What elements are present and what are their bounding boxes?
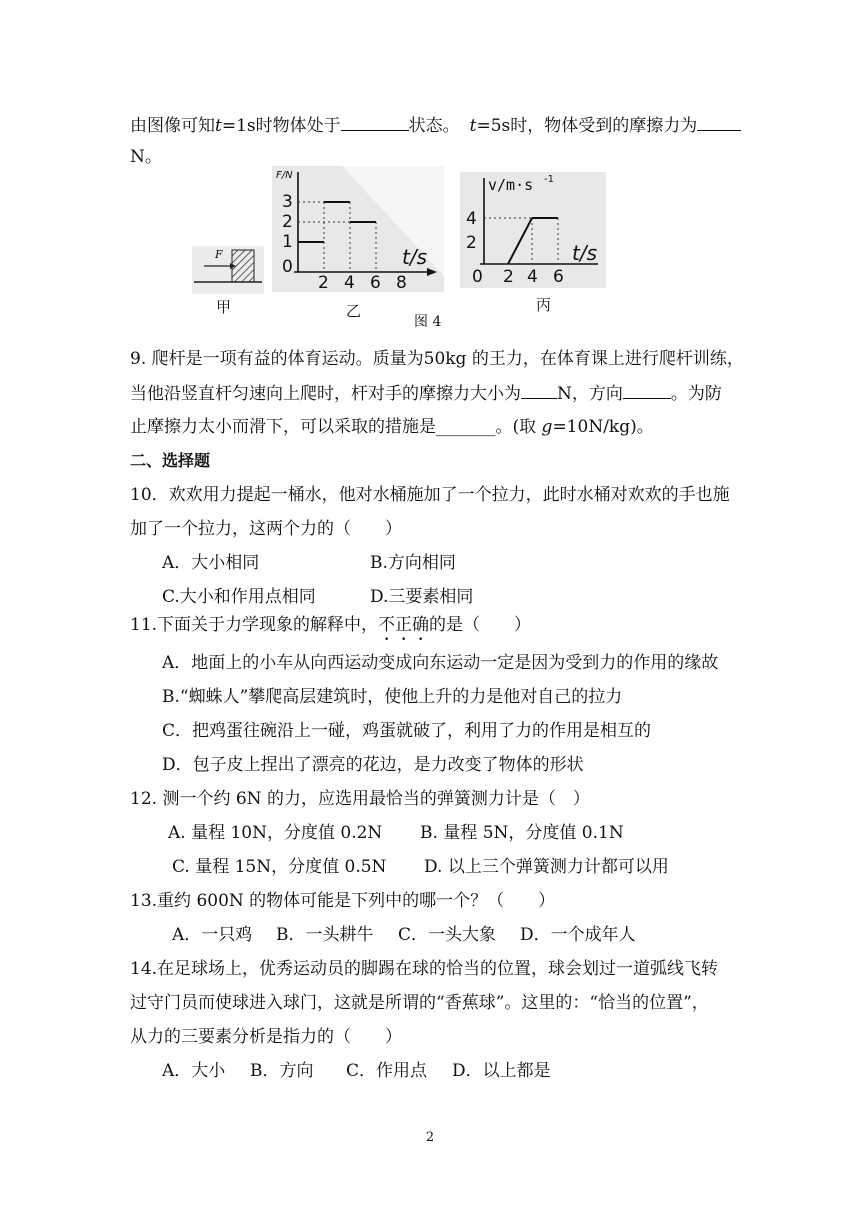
q10-line-2: 加了一个拉力，这两个力的（ ）: [130, 519, 402, 539]
q12-option-a: A. 量程 10N，分度值 0.2N: [168, 823, 383, 843]
figure-yi-label: 乙: [346, 302, 362, 320]
q11-option-b: B.“蜘蛛人”攀爬高层建筑时，使他上升的力是他对自己的拉力: [162, 687, 623, 707]
blank-q9-magnitude: [521, 380, 557, 399]
blank-q9-direction: [623, 380, 671, 399]
figure-bing-velocity-time-graph: [460, 172, 606, 288]
q9-text-b: N，方向: [557, 384, 623, 404]
q9-line-1: 9. 爬杆是一项有益的体育运动。质量为50kg 的王力，在体育课上进行爬杆训练，: [130, 349, 744, 369]
yi-xtick-6: 6: [370, 273, 381, 292]
yi-xtick-0: 0: [282, 257, 293, 277]
yi-ytick-2: 2: [282, 212, 293, 232]
intro-text-d: =5s时，物体受到的摩擦力为: [476, 116, 698, 136]
q14-line-2: 过守门员而使球进入球门，这就是所谓的“香蕉球”。这里的：“恰当的位置”，: [130, 993, 709, 1013]
force-label-f: F: [215, 248, 223, 261]
q11-stem: [130, 612, 531, 645]
q12-option-d: D. 以上三个弹簧测力计都可以用: [424, 857, 669, 877]
page-number: 2: [425, 1130, 435, 1145]
yi-ylabel: F/N: [276, 170, 293, 181]
q10-line-1: 10．欢欢用力提起一桶水，他对水桶施加了一个拉力，此时水桶对欢欢的手也施: [130, 485, 730, 505]
q10-option-c: C.大小和作用点相同: [162, 587, 316, 607]
bing-ylabel: v/m·s: [488, 176, 534, 194]
q10-option-b: B.方向相同: [370, 553, 456, 573]
intro-unit: N。: [130, 147, 162, 167]
yi-xtick-8: 8: [396, 273, 407, 292]
yi-xlabel: t/s: [402, 245, 427, 269]
q9-blank-measure: _______: [436, 417, 496, 437]
yi-ytick-3: 3: [282, 192, 293, 212]
q14-option-a: A．大小: [162, 1061, 226, 1081]
blank-state: [341, 112, 409, 131]
q9-line-2: [130, 380, 722, 407]
q11-option-c: C．把鸡蛋往碗沿上一碰，鸡蛋就破了，利用了力的作用是相互的: [162, 721, 652, 741]
intro-var-t2: t: [469, 116, 477, 136]
intro-line-1: [130, 112, 741, 139]
bing-xtick-6: 6: [553, 267, 564, 287]
q12-option-c: C. 量程 15N，分度值 0.5N: [172, 857, 387, 877]
q9-var-g: g: [541, 417, 553, 437]
q9-line-3: [130, 414, 654, 440]
blank-friction: [697, 112, 741, 131]
figure-jia-label: 甲: [216, 298, 232, 316]
yi-xtick-4: 4: [344, 273, 355, 292]
intro-var-t1: t: [215, 116, 222, 136]
q14-option-d: D．以上都是: [452, 1061, 551, 1081]
q9-text-f: =10N/kg)。: [552, 417, 654, 437]
intro-text-a: 由图像可知: [130, 116, 215, 136]
bing-ytick-4: 4: [466, 209, 477, 229]
figure-yi-force-time-graph: [272, 166, 444, 292]
q10-option-d: D.三要素相同: [370, 587, 474, 607]
q14-line-3: 从力的三要素分析是指力的（ ）: [130, 1027, 402, 1047]
intro-text-c: 状态。: [408, 116, 460, 136]
bing-xtick-4: 4: [527, 267, 538, 287]
intro-line-2: [130, 144, 162, 170]
q11-emphasis-incorrect: 不正确: [378, 615, 430, 635]
q13-option-d: D．一个成年人: [520, 925, 636, 945]
bing-xtick-0: 0: [472, 267, 483, 287]
q12-stem: 12. 测一个约 6N 的力，应选用最恰当的弹簧测力计是（ ）: [130, 789, 590, 809]
bing-xtick-2: 2: [503, 267, 514, 287]
q14-line-1: 14.在足球场上，优秀运动员的脚踢在球的恰当的位置，球会划过一道弧线飞转: [130, 959, 719, 979]
q13-option-a: A．一只鸡: [172, 925, 253, 945]
q13-option-b: B．一头耕牛: [276, 925, 374, 945]
q13-stem: 13.重约 600N 的物体可能是下列中的哪一个？（ ）: [130, 891, 556, 911]
q12-option-b: B. 量程 5N，分度值 0.1N: [420, 823, 624, 843]
q14-option-c: C．作用点: [346, 1061, 428, 1081]
q13-option-c: C．一头大象: [398, 925, 497, 945]
bing-ytick-2: 2: [466, 233, 477, 253]
figure-bing-label: 丙: [536, 296, 552, 314]
q9-text-e: 。(取: [495, 417, 542, 437]
figure-caption: 图 4: [414, 314, 442, 330]
q14-option-b: B．方向: [250, 1061, 314, 1081]
q11-option-a: A．地面上的小车从向西运动变成向东运动一定是因为受到力的作用的缘故: [162, 653, 719, 673]
q11-stem-a: 11.下面关于力学现象的解释中，: [130, 615, 379, 635]
q9-text-c: 。为防: [670, 384, 722, 404]
bing-ylabel-sup: -1: [544, 174, 554, 185]
q11-stem-b: 的是（ ）: [429, 615, 532, 635]
q10-option-a: A．大小相同: [162, 553, 260, 573]
intro-text-b: =1s时物体处于: [221, 116, 341, 136]
q9-text-a: 当他沿竖直杆匀速向上爬时，杆对手的摩擦力大小为: [130, 384, 521, 404]
yi-ytick-1: 1: [282, 232, 293, 252]
figure-jia-block-diagram: [192, 246, 264, 294]
yi-xtick-2: 2: [318, 273, 329, 292]
q9-text-d: 止摩擦力太小而滑下，可以采取的措施是: [130, 417, 436, 437]
section-heading-choice: 二、选择题: [130, 451, 211, 470]
q11-option-d: D．包子皮上捏出了漂亮的花边，是力改变了物体的形状: [162, 755, 584, 775]
bing-xlabel: t/s: [572, 241, 597, 265]
